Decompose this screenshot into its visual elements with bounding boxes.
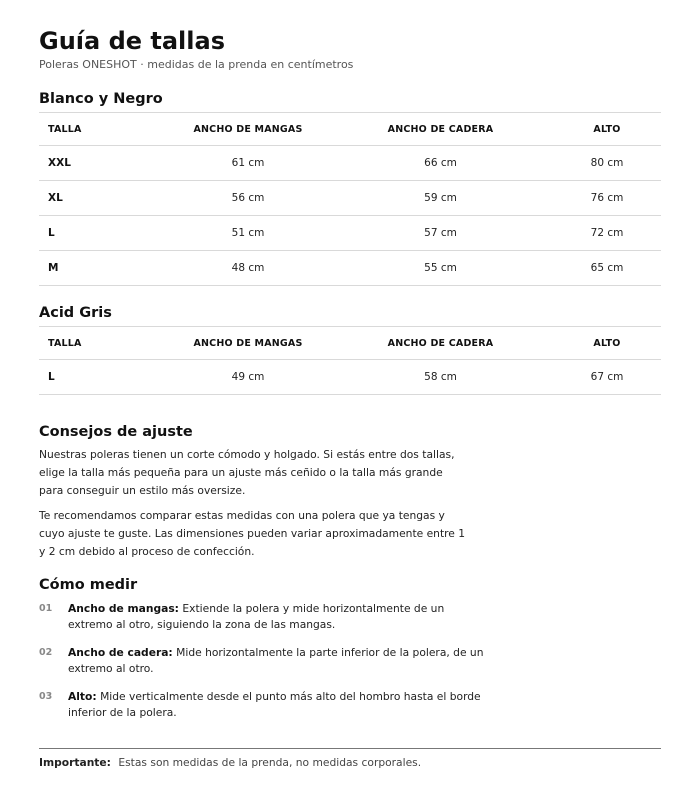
size-table-blanco-negro [39, 112, 661, 286]
measure-step [39, 645, 499, 689]
size-cell: M [39, 251, 168, 286]
step-label: Alto: [68, 690, 97, 703]
size-cell: XXL [39, 146, 168, 181]
page-subtitle: Poleras ONESHOT · medidas de la prenda en centímetros [39, 58, 354, 71]
table-title-acid-gris: Acid Gris [39, 305, 112, 321]
fit-tips-paragraph: Nuestras poleras tienen un corte cómodo y holgado. Si estás entre dos tallas, elige la talla más pequeña para un ajuste más ceñido o la talla más grande para conseguir un estilo más oversize. [39, 448, 455, 497]
step-label: Ancho de mangas: [68, 602, 179, 615]
step-number: 02 [39, 647, 53, 658]
sleeve-width-cell: 48 cm [168, 251, 328, 286]
column-header: TALLA [39, 113, 168, 146]
hip-width-cell: 66 cm [328, 146, 553, 181]
page-title: Guía de tallas [39, 27, 225, 55]
hip-width-cell: 58 cm [328, 360, 553, 395]
table-title-blanco-negro: Blanco y Negro [39, 91, 163, 107]
length-cell: 80 cm [553, 146, 661, 181]
table-row [39, 146, 661, 181]
step-text [68, 645, 488, 677]
footer-label: Importante: [39, 756, 111, 769]
step-description: Mide horizontalmente la parte inferior de la polera, de un extremo al otro. [68, 646, 484, 675]
table-row [39, 181, 661, 216]
size-cell: L [39, 216, 168, 251]
fit-tips-title: Consejos de ajuste [39, 424, 193, 440]
size-cell: XL [39, 181, 168, 216]
sleeve-width-cell: 51 cm [168, 216, 328, 251]
column-header: ALTO [553, 113, 661, 146]
table-row [39, 360, 661, 395]
table-header-row [39, 327, 661, 360]
column-header: ANCHO DE MANGAS [168, 113, 328, 146]
length-cell: 67 cm [553, 360, 661, 395]
column-header: ALTO [553, 327, 661, 360]
length-cell: 65 cm [553, 251, 661, 286]
table-row [39, 251, 661, 286]
step-description: Mide verticalmente desde el punto más alto del hombro hasta el borde inferior de la polera. [68, 690, 481, 719]
step-number: 03 [39, 691, 53, 702]
measure-step [39, 601, 499, 645]
table-header-row [39, 113, 661, 146]
length-cell: 72 cm [553, 216, 661, 251]
sleeve-width-cell: 49 cm [168, 360, 328, 395]
footer-divider [39, 748, 661, 749]
footer-text: Estas son medidas de la prenda, no medidas corporales. [118, 756, 422, 769]
step-number: 01 [39, 603, 53, 614]
step-label: Ancho de cadera: [68, 646, 173, 659]
step-text [68, 601, 488, 633]
sleeve-width-cell: 61 cm [168, 146, 328, 181]
table-row [39, 216, 661, 251]
column-header: TALLA [39, 327, 168, 360]
step-description: Extiende la polera y mide horizontalmente de un extremo al otro, siguiendo la zona de las mangas. [68, 602, 445, 631]
size-table-acid-gris [39, 326, 661, 395]
column-header: ANCHO DE CADERA [328, 113, 553, 146]
measure-step [39, 689, 499, 733]
column-header: ANCHO DE CADERA [328, 327, 553, 360]
footer-note [39, 756, 421, 769]
hip-width-cell: 59 cm [328, 181, 553, 216]
step-text [68, 689, 488, 721]
column-header: ANCHO DE MANGAS [168, 327, 328, 360]
hip-width-cell: 57 cm [328, 216, 553, 251]
sleeve-width-cell: 56 cm [168, 181, 328, 216]
measure-steps [39, 601, 499, 733]
how-to-measure-title: Cómo medir [39, 577, 138, 593]
fit-tips-paragraph: Te recomendamos comparar estas medidas con una polera que ya tengas y cuyo ajuste te guste. Las dimensiones pueden variar aproximadamente entre 1 y 2 cm debido al proceso de confección. [39, 509, 466, 558]
hip-width-cell: 55 cm [328, 251, 553, 286]
size-cell: L [39, 360, 168, 395]
length-cell: 76 cm [553, 181, 661, 216]
